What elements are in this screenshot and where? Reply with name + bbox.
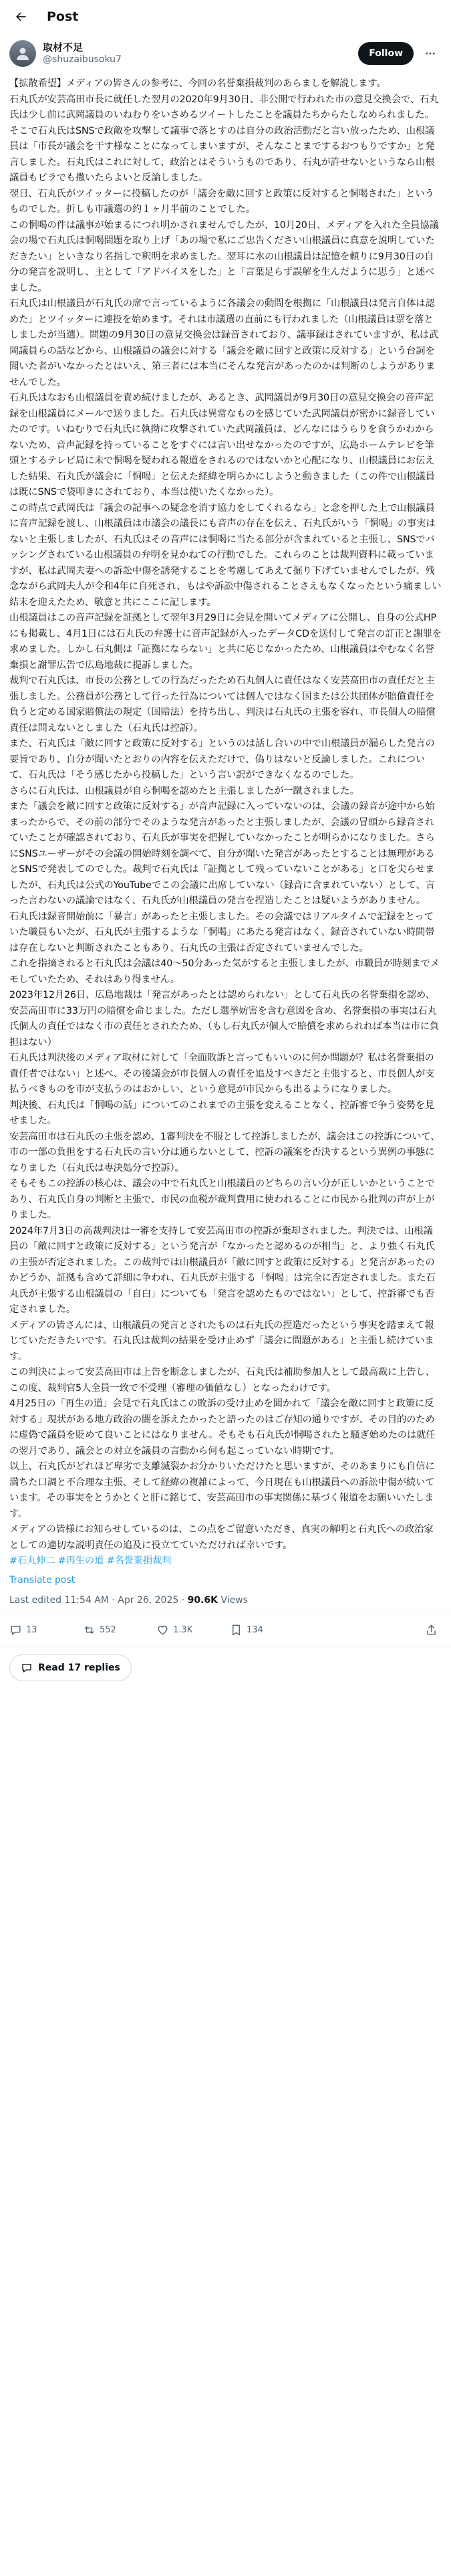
post-paragraph: この時点で武岡氏は「議会の記事への疑念を消す協力をしてくれるなら」と念を押した上で山根議員に音声記録を渡し、山根議員は市議会の議長にも音声の存在を伝え、石丸氏がいう「恫喝」の事実はないと主張しましたが、石丸氏はその音声には恫喝に当たる部分が含まれていると主張し、SNSでバッシングされている山根議員の弁明を見かねての行動でした。これらのことは裁判資料に載っていますが、私は武岡夫妻への訴訟中傷を誘発することを考慮してあえて掘り下げていませんでしたが、残念ながら武岡夫人が令和4年に自死され、もはや訴訟中傷されることさえもなくなったという痛ましい結末を迎えたため、敬意と共にここに記します。 [9, 502, 442, 608]
post-paragraph: 以上、石丸氏がどれほど卑劣で支離滅裂かお分かりいただけたと思いますが、そのあまりにも自信に満ちた口調と不合理な主張、そして経緯の複雑によって、今日現在も山根議員への訴訟中傷が続いています。その事実をとうかとくと肝に銘じて、安芸高田市の事実関係に基づく報道をお願いいたします。 [9, 1461, 435, 1519]
post-paragraph: 石丸氏はなおも山根議員を責め続けましたが、あるとき、武岡議員が9月30日の意見交換会の音声記録を山根議員にメールで送りました。石丸氏は異常なものを感じていた武岡議員が密かに録音していたのです。いねむりで石丸氏に執拗に攻撃されていた武岡議員は、どんなにはうらりを食うかわからないため、音声記録を持っていることをすぐには言い出せなかったのですが、広島ホームテレビを筆頭とするテレビ局に未で恫喝を疑われる報道をされるのではないかと心配になり、山根議員にお伝えした結果、石丸氏が議会に「恫喝」と伝えた経緯を明らかにしようと動きました（この件で山根議員は既にSNSで袋叩きにされており、本当は使いたくなかった）。 [9, 393, 435, 498]
reply-count: 13 [26, 1624, 37, 1635]
post-paragraph: 2024年7月3日の高裁判決は一審を支持して安芸高田市の控訴が棄却されました。判決では、山根議員の「敵に回すと政策に反対する」という発言が「なかったと認めるのが相当」と、より強く石丸氏の主張が否定されました。この裁判では山根議員が「敵に回すと政策に反対する」と発言があったのかどうか、証拠も含めて詳細に争われ、石丸氏が主張する「恫喝」は完全に否定されました。また石丸氏が主張する山根議員の「自白」についても「発言を認めたものではない」として、控訴審でも否定されました。 [9, 1225, 436, 1315]
views-label: Views [220, 1594, 248, 1606]
top-bar [0, 0, 451, 33]
post-paragraph: メディアの皆様にお知らせしているのは、この点をご留意いただき、真実の解明と石丸氏への政治家としての適切な説明責任の追及に役立てていただければ幸いです。 [9, 1524, 434, 1551]
back-arrow-icon [14, 10, 27, 23]
post-paragraph: この判決によって安芸高田市は上告を断念しましたが、石丸氏は補助参加人として最高裁に上告し、この度、裁判官5人全員一致で不受理（審理の価値なし）となったわけです。 [9, 1367, 435, 1394]
avatar-person-icon [15, 45, 31, 62]
bookmark-icon [230, 1624, 243, 1636]
author-display-name[interactable]: 取材不足 [43, 41, 84, 53]
post-paragraph: また「議会を敵に回すと政策に反対する」が音声記録に入っていないのは、会議の録音が途中から始まったからで、その前の部分でそのような発言があったと主張しましたが、会議の冒頭から録音されていたことが確認されており、石丸氏が事実を把握していなかったことが明らかになりました。さらにSNSユーザーがその会議の開始時刻を調べて、自分が聞いた発言があったとすることは無理があるとSNSで発表してのでした。裁判で石丸氏は「証拠として残っていないことがある」と口を尖らせましたが、石丸氏は公式のYouTubeでこの会議に出席していない（録音に含まれていない）として、言った言わないの議論ではなく、石丸氏が山根議員の発言を捏造したことは疑いようがありません。 [9, 801, 435, 906]
post-paragraph: これを指摘されると石丸氏は会議は40〜50分あった気がすると主張しましたが、市職員が時刻までメモしていたため、それはあり得ません。 [9, 958, 440, 985]
post-paragraph: この恫喝の件は議事が始まるにつれ明かされませんでしたが、10月20日、メディアを入れた全員協議会の場で石丸氏は恫喝問題を取り上げ「あの場で私にご忠告ください山根議員に真意を説明していただきたい」といきなり名指しで釈明を求めました。翌耳に水の山根議員は記憶を頼りに9月30日の自分の発言を説明し、主として「アドバイスをした」と「言葉足らず誤解を生んだように思う」と述べました。 [9, 219, 439, 294]
views-count: 90.6K [187, 1594, 218, 1606]
post-paragraph: 判決後、石丸氏は「恫喝の話」についてのこれまでの主張を変えることなく、控訴審で争う姿勢を見せました。 [9, 1099, 435, 1126]
read-replies-button[interactable] [9, 1654, 132, 1681]
more-dots-icon [424, 47, 436, 60]
reply-bubble-icon [21, 1662, 33, 1674]
read-replies-label: Read 17 replies [38, 1662, 120, 1673]
reply-bubble-icon [9, 1624, 22, 1636]
post-paragraph: 石丸氏が安芸高田市長に就任した翌月の2020年9月30日、非公開で行われた市の意見交換会で、石丸氏は少し前に武岡議員のいねむりをいさめるツイートしたことを議員たちからたしなめられました。そこで石丸氏はSNSで政敵を攻撃して議事で落とすのは自分の政治活動だと言い放ったため、山根議員は「市長が議会を干す様なことになってしまいますが、そんなことまでするおつもりですか」と発言しました。石丸氏はこれに対して、政治とはそういうものであり、石丸が許せないというなら山根議員もビラでも撒いたらよいと反論しました。 [9, 94, 439, 183]
post-paragraph: また、石丸氏は「敵に回すと政策に反対する」というのは話し合いの中で山根議員が漏らした発言の要旨であり、自分が聞いたとおりの内容を伝えただけで、偽りはないと反論しました。これについて、石丸氏は「そう感じたから投稿した」という言い訳ができなくなるのでした。 [9, 738, 435, 780]
share-icon [425, 1624, 438, 1636]
repost-button[interactable] [83, 1624, 156, 1636]
post-paragraph: 石丸氏は判決後のメディア取材に対して「全面敗訴と言ってもいいのに何か問題が？私は名誉棄損の責任者ではない」と述べ、その後議会が市長個人の責任を追及すべきだと主張すると、市長個人が支払うべきものを市が支払うのはおかしい、という意見が市民からも出るようになりました。 [9, 1053, 435, 1095]
share-button[interactable] [425, 1624, 442, 1636]
like-count: 1.3K [173, 1624, 193, 1635]
bookmark-count: 134 [247, 1624, 263, 1635]
replies-row [0, 1646, 451, 1689]
reply-button[interactable] [9, 1624, 83, 1636]
post-paragraph: さらに石丸氏は、山根議員が自ら恫喝を認めたと主張しましたが一蹴されました。 [9, 785, 359, 796]
post-paragraph: 2023年12月26日、広島地裁は「発言があったとは認められない」として石丸氏の名誉棄損を認め、安芸高田市に33万円の賠償を命じました。ただし選挙妨害を含む意図を含め、名誉棄損の事実は石丸氏個人の責任ではなく市の責任とされたため、（もし石丸氏が個人で賠償を求められれば本当は市に負担はない） [9, 990, 440, 1048]
back-button[interactable] [9, 5, 32, 28]
author-handle[interactable]: @shuzaibusoku7 [43, 54, 122, 65]
post-paragraph: 石丸氏は録音開始前に「暴言」があったと主張しました。その会議ではリアルタイムで記録をとっていた職員もいたが、石丸氏が主張するような「恫喝」にあたる発言はなく、録音されていない時間帯は存在しないと判断されたこともあり、石丸氏の主張は否定されていませんでした。 [9, 911, 435, 954]
repost-count: 552 [100, 1624, 116, 1635]
follow-button[interactable]: Follow [358, 42, 414, 65]
post-timestamp[interactable]: Last edited 11:54 AM · Apr 26, 2025 [9, 1594, 179, 1606]
page-title: Post [47, 9, 79, 24]
post-meta [0, 1586, 451, 1614]
bookmark-button[interactable] [230, 1624, 303, 1636]
post-paragraph: メディアの皆さんには、山根議員の発言とされたものは石丸氏の捏造だったという事実を踏まえて報じていただきたいです。石丸氏は裁判の結果を受け止めず「議会に問題がある」と主張し続けています。 [9, 1319, 434, 1362]
more-options-button[interactable] [419, 42, 442, 65]
author-row [0, 33, 451, 74]
post-paragraph: 安芸高田市は石丸氏の主張を認め、1審判決を不服として控訴しましたが、議会はこの控訴について、市の一部の負担をする石丸氏の言い分は通らないとして、控訴の議案を否決するという異例の事態になりました（石丸氏は専決処分で控訴）。 [9, 1131, 440, 1174]
like-button[interactable] [156, 1624, 230, 1636]
heart-icon [156, 1624, 169, 1636]
post-paragraph: 石丸氏は山根議員が石丸氏の席で言っているように各議会の動問を根拠に「山根議員は発言自体は認めた」とツイッターに連投を始めます。それは市議選の直前にも行われました（山根議員は票を落としましたが当選）。問題の9月30日の意見交換会は録音されており、議事録はされていますが、私は武岡議員らの話などから、山根議員の議会に対する「議会を敵に回すと政策に反対する」という台詞を聞いた者がいなかったとはいえ、第三者には本当にそんな発言があったのかは判断のしようがありませんでした。 [9, 298, 439, 388]
post-paragraph: 山根議員はこの音声記録を証拠として翌年3月29日に会見を開いてメディアに公開し、自身の公式HPにも掲載し、4月1日には石丸氏の弁護士に音声記録が入ったデータCDを送付して発言の訂正と謝罪を求めました。しかし石丸側は「証拠にならない」と共に応じなかったため、山根議員はやむなく名誉棄損と謝罪広告で広島地裁に提訴しました。 [9, 613, 442, 671]
post-paragraph: そもそもこの控訴の核心は、議会の中で石丸氏と山根議員のどちらの言い分が正しいかということであり、石丸氏自身の判断と主張で、市民の血税が裁判費用に使われることに市民から批判の声が上がりました。 [9, 1178, 435, 1220]
avatar[interactable] [9, 40, 36, 67]
translate-post-link[interactable]: Translate post [9, 1574, 76, 1586]
post-hashtags[interactable]: #石丸伸二 #再生の道 #名誉棄損裁判 [9, 1555, 172, 1566]
post-paragraph: 4月25日の「再生の道」会見で石丸氏はこの敗訴の受け止めを聞かれて「議会を敵に回すと政策に反対する」現状がある地方政治の闇を訴えたかったと語ったのはご存知の通りですが、その目的のために虚偽で議員を貶めて良いことにはなりません。そもそも石丸氏が恫喝されたと騒ぎ始めたのは就任の翌月であり、議会との対立を議員の言動から何も起こっていない時期です。 [9, 1398, 436, 1457]
meta-separator: · [181, 1594, 188, 1606]
repost-icon [83, 1624, 96, 1636]
post-paragraph: 【拡散希望】メディアの皆さんの参考に、今回の名誉棄損裁判のあらましを解説します。 [9, 78, 386, 89]
post-paragraph: 翌日、石丸氏がツイッターに投稿したのが「議会を敵に回すと政策に反対すると恫喝された」というものでした。折しも市議選の約１ヶ月半前のことでした。 [9, 188, 434, 215]
post-text [0, 74, 451, 1570]
action-bar [0, 1614, 451, 1646]
post-paragraph: 裁判で石丸氏は、市長の公務としての行為だったため石丸個人に責任はなく安芸高田市の責任だと主張しました。公務員が公務として行った行為については個人ではなく国または公共団体が賠償責任を負うと定める国家賠償法の規定（国賠法）を持ち出し、判決は石丸氏の主張を容れ、市長個人の賠償責任は問えないとしました（石丸氏は控訴）。 [9, 675, 436, 734]
